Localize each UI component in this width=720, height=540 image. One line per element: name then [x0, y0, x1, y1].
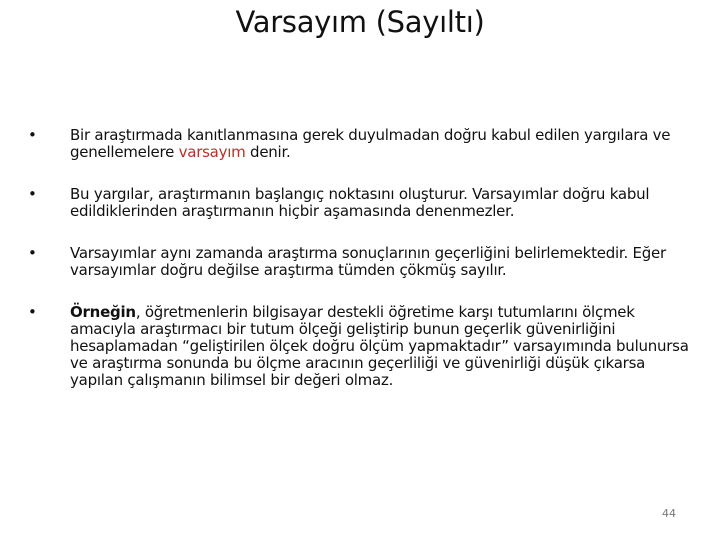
bullet-item-definition [28, 127, 692, 161]
highlighted-term: varsayım [178, 143, 246, 161]
example-label: Örneğin [70, 303, 136, 321]
bullet-text-part: , öğretmenlerin bilgisayar destekli öğretime karşı tutumlarını ölçmek amacıyla araştırmacı bir tutum ölçeği geliştirip bunun geçerlik güvenirliğini hesaplamadan “geliştirilen ölçek doğru ölçüm yapmaktadır” varsayımında bulunursa ve araştırma sonunda bu ölçme aracının geçerliliği ve güvenirliği düşük çıkarsa yapılan çalışmanın bilimsel bir değeri olmaz. [70, 303, 689, 389]
bullet-text-part: Bir araştırmada kanıtlanmasına gerek duyulmadan doğru kabul edilen yargılara ve genellemelere [70, 126, 671, 161]
bullet-item-starting-point [28, 186, 692, 220]
bullet-dot-icon: • [28, 126, 37, 144]
bullet-text: Bu yargılar, araştırmanın başlangıç noktasını oluşturur. Varsayımlar doğru kabul edildiklerinden araştırmanın hiçbir aşamasında denenmezler. [70, 185, 650, 220]
bullet-text: Varsayımlar aynı zamanda araştırma sonuçlarının geçerliğini belirlemektedir. Eğer varsayımlar doğru değilse araştırma tümden çökmüş sayılır. [70, 244, 666, 279]
bullet-text [70, 127, 692, 161]
page-number: 44 [662, 507, 676, 520]
bullet-item-validity [28, 245, 692, 279]
bullet-dot-icon: • [28, 185, 37, 203]
slide-title: Varsayım (Sayıltı) [235, 5, 485, 39]
bullet-list [28, 127, 692, 389]
bullet-text [70, 304, 692, 389]
bullet-dot-icon: • [28, 303, 37, 321]
bullet-dot-icon: • [28, 244, 37, 262]
bullet-text-part: denir. [245, 143, 291, 161]
bullet-item-example [28, 304, 692, 389]
